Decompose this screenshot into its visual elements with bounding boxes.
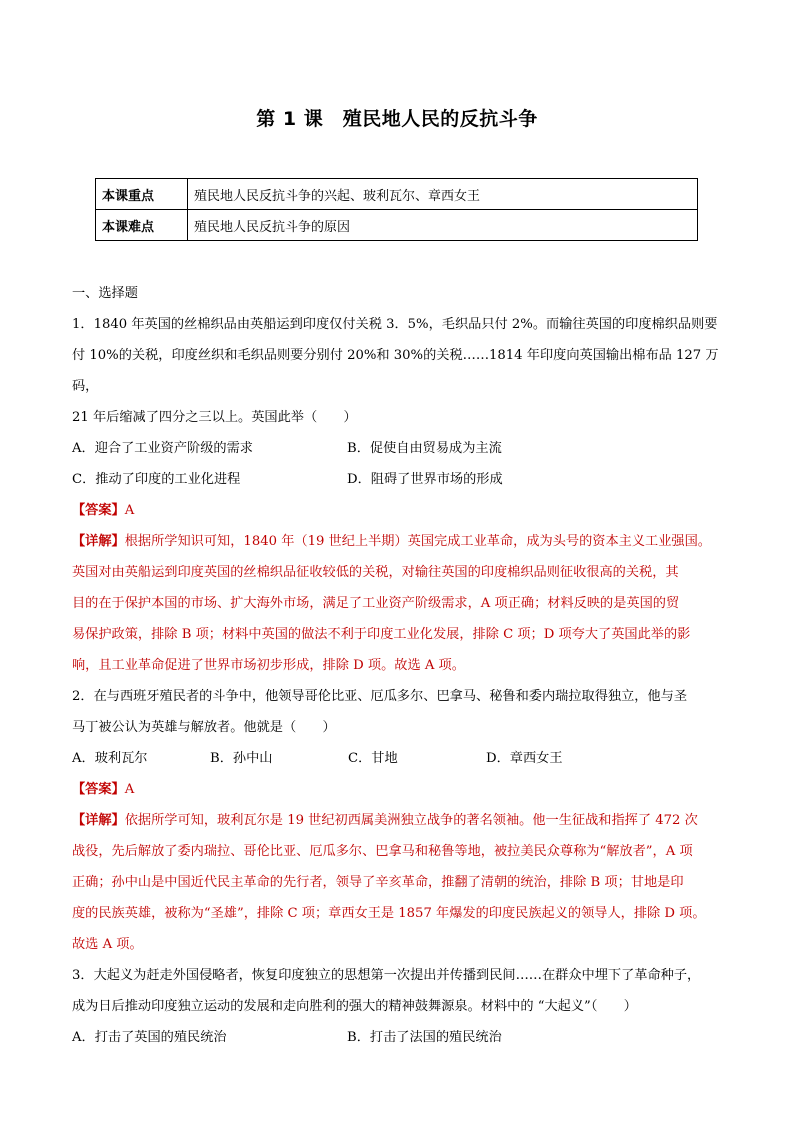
question-1-line-1: 1．1840 年英国的丝棉织品由英船运到印度仅付关税 3．5%，毛织品只付 2%。而输往英国的印度棉织品则要: [72, 317, 718, 332]
page-title: 第 1 课 殖民地人民的反抗斗争: [256, 108, 538, 130]
question-2-options-row: [72, 743, 724, 774]
answer-value: A: [124, 782, 135, 797]
detail-text: 根据所学知识可知，1840 年（19 世纪上半期）英国完成工业革命，成为头号的资本主义工业强国。: [124, 534, 711, 549]
question-3-option-b: B．打击了法国的殖民统治: [347, 1030, 502, 1045]
question-2-option-b: B．孙中山: [210, 751, 273, 766]
question-1-detail-line-2: 英国对由英船运到印度英国的丝棉织品征收较低的关税，对输往英国的印度棉织品则征收很高的关税，其: [72, 565, 679, 580]
question-2-option-c: C．甘地: [348, 751, 398, 766]
key-point-value: 殖民地人民反抗斗争的兴起、玻利瓦尔、章西女王: [188, 179, 698, 210]
questions-content: [72, 278, 724, 1053]
question-2-detail-line-2: 战役，先后解放了委内瑞拉、哥伦比亚、厄瓜多尔、巴拿马和秘鲁等地，被拉美民众尊称为“解放者”，A 项: [72, 844, 693, 859]
detail-tag: 【详解】: [72, 813, 125, 828]
question-3-options-row: [72, 1022, 724, 1053]
question-1-detail-line-1: [72, 526, 724, 557]
question-1-line-3: 21 年后缩减了四分之三以上。英国此举（ ）: [72, 410, 357, 425]
question-2-option-d: D．章西女王: [486, 751, 563, 766]
difficulty-value: 殖民地人民反抗斗争的原因: [188, 210, 698, 241]
key-point-label: 本课重点: [96, 179, 188, 210]
question-1-answer: [72, 495, 724, 526]
question-2-option-a: A．玻利瓦尔: [72, 751, 148, 766]
question-1-options-row-1: [72, 433, 724, 464]
question-1-option-c: C．推动了印度的工业化进程: [72, 472, 241, 487]
question-2-detail-line-3: 正确；孙中山是中国近代民主革命的先行者，领导了辛亥革命，推翻了清朝的统治，排除 B 项；甘地是印: [72, 875, 684, 890]
answer-value: A: [124, 503, 135, 518]
question-1-line-2: 付 10%的关税，印度丝织和毛织品则要分别付 20%和 30%的关税……1814 年印度向英国输出棉布品 127 万码，: [72, 348, 719, 394]
question-1-detail-line-4: 易保护政策，排除 B 项；材料中英国的做法不利于印度工业化发展，排除 C 项；D 项夸大了英国此举的影: [72, 627, 691, 642]
question-2-detail-line-5: 故选 A 项。: [72, 937, 143, 952]
question-2-detail-line-4: 度的民族英雄，被称为“圣雄”，排除 C 项；章西女王是 1857 年爆发的印度民族起义的领导人，排除 D 项。: [72, 906, 706, 921]
question-3-line-2: 成为日后推动印度独立运动的发展和走向胜利的强大的精神鼓舞源泉。材料中的 “大起义”（ ）: [72, 999, 637, 1014]
question-1-option-a: A．迎合了工业资产阶级的需求: [72, 441, 253, 456]
detail-tag: 【详解】: [72, 534, 125, 549]
detail-text: 依据所学可知，玻利瓦尔是 19 世纪初西属美洲独立战争的著名领袖。他一生征战和指挥了 472 次: [124, 813, 698, 828]
question-1-options-row-2: [72, 464, 724, 495]
question-1-option-b: B．促使自由贸易成为主流: [347, 441, 502, 456]
question-1-option-d: D．阻碍了世界市场的形成: [347, 472, 503, 487]
question-2-line-1: 2．在与西班牙殖民者的斗争中，他领导哥伦比亚、厄瓜多尔、巴拿马、秘鲁和委内瑞拉取得独立，他与圣: [72, 689, 688, 704]
question-2-answer: [72, 774, 724, 805]
table-row: [96, 210, 698, 241]
difficulty-label: 本课难点: [96, 210, 188, 241]
question-3-line-1: 3．大起义为赶走外国侵略者，恢复印度独立的思想第一次提出并传播到民间……在群众中埋下了革命种子，: [72, 968, 701, 983]
lesson-info-table: [95, 178, 698, 241]
question-3-option-a: A．打击了英国的殖民统治: [72, 1030, 227, 1045]
question-2-detail-line-1: [72, 805, 724, 836]
section-heading: 一、选择题: [72, 286, 138, 301]
question-2-line-2: 马丁被公认为英雄与解放者。他就是（ ）: [72, 720, 336, 735]
answer-tag: 【答案】: [72, 503, 125, 518]
question-1-detail-line-3: 目的在于保护本国的市场、扩大海外市场，满足了工业资产阶级需求，A 项正确；材料反映的是英国的贸: [72, 596, 680, 611]
table-row: [96, 179, 698, 210]
answer-tag: 【答案】: [72, 782, 125, 797]
question-1-detail-line-5: 响，且工业革命促进了世界市场初步形成，排除 D 项。故选 A 项。: [72, 658, 465, 673]
